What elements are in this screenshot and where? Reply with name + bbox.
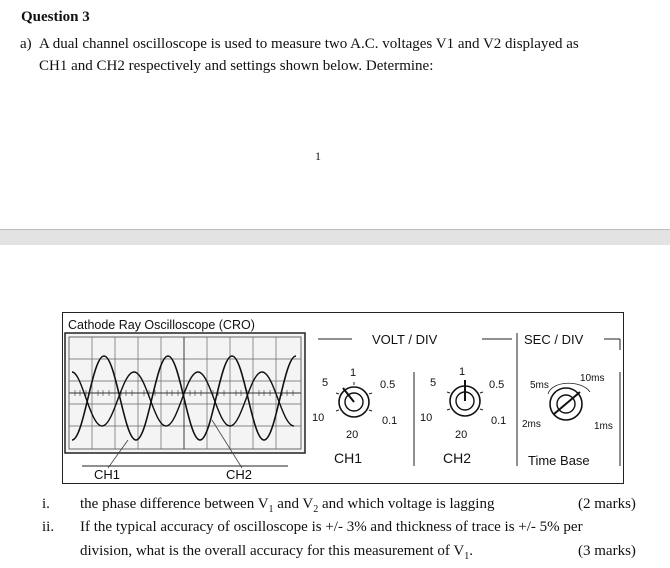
ch2-knob-right-lower: 0.1	[491, 415, 507, 427]
question-ii-number: ii.	[42, 519, 55, 535]
question-ii-part-2: .	[469, 543, 473, 559]
page-number: 1	[315, 149, 321, 163]
question-i-sub-1: 1	[268, 504, 274, 515]
question-ii-line-1: If the typical accuracy of oscilloscope is +/- 3% and thickness of trace is +/- 5% per	[80, 519, 583, 535]
time-knob-1ms: 1ms	[594, 421, 613, 432]
part-a-label: a)	[20, 36, 32, 52]
ch1-knob-bottom: 20	[346, 429, 359, 441]
question-ii-part-1: division, what is the overall accuracy for this measurement of V	[80, 543, 465, 559]
ch2-volt-knob[interactable]	[447, 380, 483, 416]
cro-title: Cathode Ray Oscilloscope (CRO)	[68, 318, 255, 332]
question-i-part-2: and V	[273, 496, 314, 512]
ch2-knob-bottom: 20	[455, 429, 468, 441]
part-a-line-1: A dual channel oscilloscope is used to measure two A.C. voltages V1 and V2 displayed as	[39, 36, 579, 52]
time-knob-2ms: 2ms	[522, 419, 541, 430]
time-knob-10ms: 10ms	[580, 373, 605, 384]
ch1-knob-left-upper: 5	[322, 377, 329, 389]
time-base-knob[interactable]	[548, 383, 590, 420]
ch2-knob-right-upper: 0.5	[489, 379, 505, 391]
question-i-sub-2: 2	[313, 504, 319, 515]
ch1-knob-right-upper: 0.5	[380, 379, 396, 391]
ch2-knob-left-upper: 5	[430, 377, 437, 389]
time-base-label: Time Base	[528, 453, 590, 468]
question-i-part-3: and which voltage is lagging	[318, 496, 495, 512]
ch1-knob-left-lower: 10	[312, 412, 325, 424]
ch1-knob-right-lower: 0.1	[382, 415, 398, 427]
ch2-knob-label: CH2	[443, 450, 472, 466]
question-ii-marks: (3 marks)	[578, 543, 636, 559]
ch1-volt-knob[interactable]	[336, 382, 372, 417]
ch1-knob-label: CH1	[334, 450, 363, 466]
sec-div-label: SEC / DIV	[524, 332, 584, 347]
question-title: Question 3	[21, 9, 90, 25]
question-ii-line-2	[80, 543, 473, 562]
question-i-number: i.	[42, 496, 50, 512]
ch2-knob-top: 1	[459, 366, 466, 378]
question-ii-sub: 1	[464, 551, 470, 562]
ch2-trace-label: CH2	[226, 467, 253, 482]
ch1-knob-top: 1	[350, 367, 357, 379]
part-a-line-2: CH1 and CH2 respectively and settings shown below. Determine:	[39, 58, 434, 74]
question-i-marks: (2 marks)	[578, 496, 636, 512]
question-i-part-1: the phase difference between V	[80, 496, 269, 512]
ch2-knob-left-lower: 10	[420, 412, 433, 424]
volt-div-label: VOLT / DIV	[372, 332, 438, 347]
question-i-text	[80, 496, 494, 515]
ch1-trace-label: CH1	[94, 467, 121, 482]
time-knob-5ms: 5ms	[530, 380, 549, 391]
